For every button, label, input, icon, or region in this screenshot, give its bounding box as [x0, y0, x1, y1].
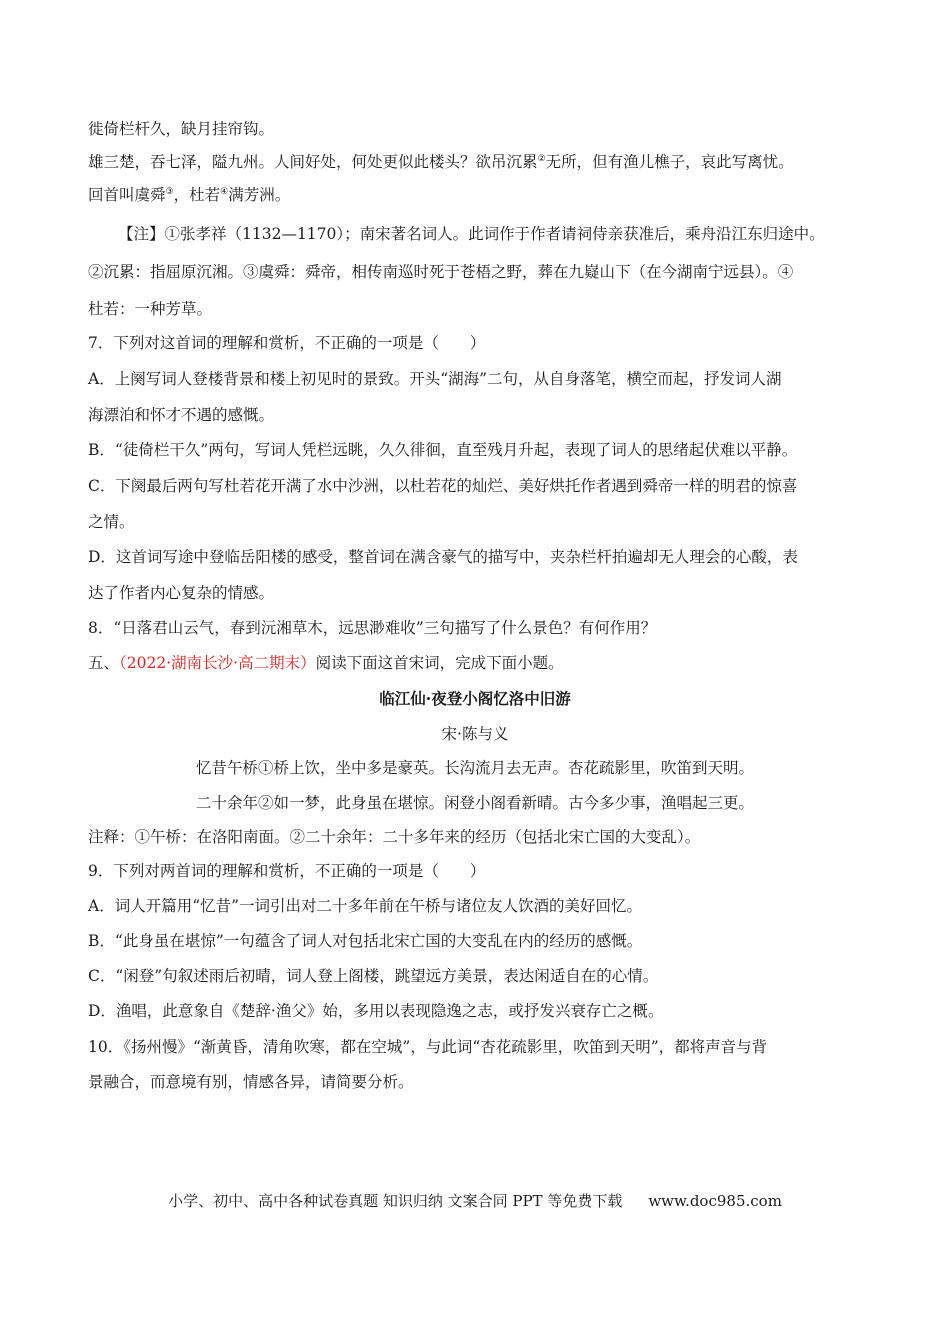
q10-line2: 景融合，而意境有别，情感各异，请简要分析。	[88, 1073, 414, 1091]
q8-stem: 8．“日落君山云气，春到沅湘草木，远思渺难收”三句描写了什么景色？有何作用？	[88, 619, 657, 637]
q7-option-c-line2: 之情。	[88, 513, 135, 531]
q7-option-a-line1: A．上阕写词人登楼背景和楼上初见时的景致。开头“湖海”二句，从自身落笔，横空而起，抒发词人湖	[88, 370, 782, 388]
poem2-title: 临江仙·夜登小阁忆洛中旧游	[379, 689, 571, 708]
q9-option-d: D．渔唱，此意象自《楚辞·渔父》始，多用以表现隐逸之志，或抒发兴衰存亡之概。	[88, 1002, 664, 1020]
poem1-note-2: ②沉累：指屈原沉湘。③虞舜：舜帝，相传南巡时死于苍梧之野，葬在九嶷山下（在今湖南宁远县）。④	[88, 263, 794, 281]
q9-option-c: C．“闲登”句叙述雨后初晴，词人登上阁楼，跳望远方美景，表达闲适自在的心情。	[88, 967, 659, 985]
footer-text: 小学、初中、高中各种试卷真题 知识归纳 文案合同 PPT 等免费下载	[168, 1192, 623, 1210]
q7-option-a-line2: 海漂泊和怀才不遇的感慨。	[88, 406, 275, 424]
poem2-author: 宋·陈与义	[441, 725, 509, 743]
q7-option-d-line1: D．这首词写途中登临岳阳楼的感受，整首词在满含豪气的描写中，夹杂栏杆拍遍却无人理会的心酸，表	[88, 548, 798, 566]
poem2-verse-2: 二十余年②如一梦，此身虽在堪惊。闲登小阁看新晴。古今多少事，渔唱起三更。	[195, 794, 754, 812]
q9-option-a: A．词人开篇用“忆昔”一词引出对二十多年前在午桥与诸位友人饮酒的美好回忆。	[88, 897, 643, 915]
section5-heading: 五、（2022·湖南长沙·高二期末）阅读下面这首宋词，完成下面小题。	[88, 654, 564, 672]
q7-stem: 7．下列对这首词的理解和赏析，不正确的一项是（ ）	[88, 334, 486, 352]
poem2-verse-1: 忆昔午桥①桥上饮，坐中多是豪英。长沟流月去无声。杏花疏影里，吹笛到天明。	[195, 759, 754, 777]
q9-option-b: B．“此身虽在堪惊”一句蕴含了词人对包括北宋亡国的大变乱在内的经历的感慨。	[88, 932, 643, 950]
poem2-notes: 注释：①午桥：在洛阳南面。②二十余年：二十多年来的经历（包括北宋亡国的大变乱）。	[88, 828, 701, 846]
poem1-line1: 徙倚栏杆久，缺月挂帘钩。	[88, 120, 275, 138]
poem1-note-3: 杜若：一种芳草。	[88, 300, 213, 318]
footer-url[interactable]: www.doc985.com	[648, 1192, 782, 1210]
q7-option-d-line2: 达了作者内心复杂的情感。	[88, 584, 275, 602]
poem1-note-1: 【注】①张孝祥（1132—1170）；南宋著名词人。此词作于作者请祠侍亲获准后，乘舟沿江东归途中。	[118, 225, 825, 243]
section5-source: （2022·湖南长沙·高二期末）	[119, 654, 316, 672]
q7-option-c-line1: C．下阕最后两句写杜若花开满了水中沙洲，以杜若花的灿烂、美好烘托作者遇到舜帝一样的明君的惊喜	[88, 477, 798, 495]
q10-line1: 10．《扬州慢》“渐黄昏，清角吹寒，都在空城”，与此词“杏花疏影里，吹笛到天明”，都将声音与背	[88, 1038, 768, 1056]
page-footer	[0, 1190, 950, 1211]
poem1-line2: 雄三楚，吞七泽，隘九州。人间好处，何处更似此楼头？欲吊沉累②无所，但有渔儿樵子，哀此写离忧。	[88, 153, 794, 171]
poem1-line3: 回首叫虞舜③，杜若④满芳洲。	[88, 186, 291, 204]
q9-stem: 9．下列对两首词的理解和赏析，不正确的一项是（ ）	[88, 862, 486, 880]
q7-option-b: B．“徒倚栏干久”两句，写词人凭栏远眺，久久徘徊，直至残月升起，表现了词人的思绪起伏难以平静。	[88, 441, 798, 459]
